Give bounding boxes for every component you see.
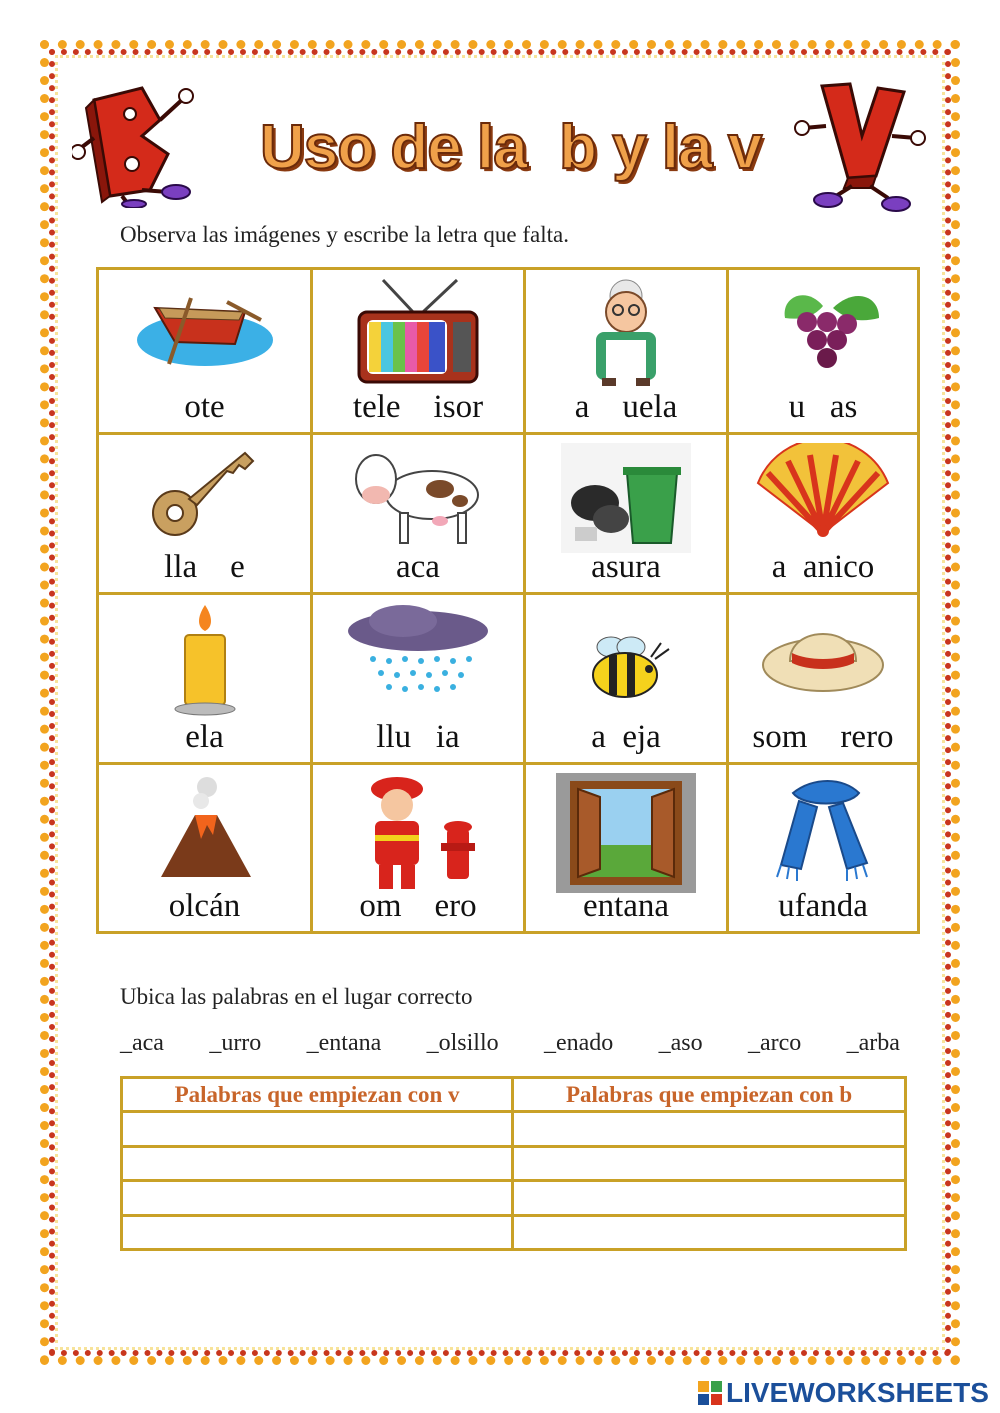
incomplete-word: ufanda	[778, 888, 868, 924]
word-bank-item: _entana	[306, 1030, 382, 1056]
incomplete-word: som rero	[752, 719, 894, 755]
incomplete-word: olcán	[168, 888, 241, 924]
boat-icon	[135, 278, 275, 378]
grid-cell	[99, 595, 313, 765]
instruction-text: Observa las imágenes y escribe la letra que falta.	[120, 222, 569, 247]
grid-cell	[313, 765, 526, 931]
answer-cell-b[interactable]	[513, 1181, 906, 1215]
incomplete-word: ote	[184, 389, 225, 425]
television-icon	[353, 278, 483, 388]
answer-cell-b[interactable]	[513, 1146, 906, 1180]
answer-cell-v[interactable]	[122, 1146, 513, 1180]
header-b-words: Palabras que empiezan con b	[513, 1078, 906, 1112]
word-bank-item: _urro	[209, 1030, 262, 1056]
word-bank-item: _aso	[658, 1030, 703, 1056]
word-bank-item: _enado	[543, 1030, 614, 1056]
grid-cell	[99, 765, 313, 931]
incomplete-word: aca	[396, 549, 440, 585]
incomplete-word: a uela	[574, 389, 678, 425]
bee-icon	[581, 603, 671, 713]
answer-cell-b[interactable]	[513, 1215, 906, 1249]
rain-cloud-icon	[343, 603, 493, 693]
grid-cell	[729, 270, 917, 435]
incomplete-word: a anico	[771, 549, 875, 585]
footer-brand-text: LIVEWORKSHEETS	[726, 1377, 989, 1408]
hat-icon	[758, 603, 888, 703]
grapes-icon	[763, 278, 883, 378]
word-bank-item: _olsillo	[426, 1030, 499, 1056]
grandmother-icon	[566, 278, 686, 388]
incomplete-word: tele isor	[352, 389, 484, 425]
page-title: Uso de la b y la v	[260, 113, 762, 182]
grid-cell	[526, 270, 729, 435]
word-bank-item: _aca	[120, 1030, 164, 1056]
answer-cell-v[interactable]	[122, 1112, 513, 1146]
incomplete-word: asura	[591, 549, 661, 585]
letter-v-mascot-icon	[792, 76, 932, 216]
word-bank-item: _arba	[846, 1030, 900, 1056]
instruction-text-2: Ubica las palabras en el lugar correcto	[120, 984, 473, 1009]
incomplete-word: u as	[788, 389, 858, 425]
grid-cell	[526, 765, 729, 931]
candle-icon	[165, 603, 245, 723]
answer-cell-b[interactable]	[513, 1112, 906, 1146]
grid-cell	[99, 435, 313, 595]
liveworksheets-logo-icon	[698, 1381, 722, 1405]
cow-icon	[348, 443, 488, 553]
incomplete-word: a eja	[591, 719, 661, 755]
incomplete-word: ela	[185, 719, 224, 755]
incomplete-word: om ero	[359, 888, 477, 924]
window-icon	[556, 773, 696, 893]
grid-cell	[526, 595, 729, 765]
word-bank	[120, 1030, 900, 1057]
incomplete-word: entana	[582, 888, 670, 924]
letter-b-mascot-icon	[72, 78, 212, 208]
picture-grid	[96, 267, 920, 934]
grid-cell	[729, 595, 917, 765]
answer-cell-v[interactable]	[122, 1215, 513, 1249]
grid-cell	[313, 435, 526, 595]
scarf-icon	[763, 773, 883, 883]
grid-cell	[729, 435, 917, 595]
incomplete-word: llu ia	[376, 719, 460, 755]
key-icon	[145, 443, 265, 543]
liveworksheets-logo[interactable]	[698, 1378, 989, 1408]
header-v-words: Palabras que empiezan con v	[122, 1078, 513, 1112]
grid-cell	[313, 270, 526, 435]
grid-cell	[99, 270, 313, 435]
word-bank-item: _arco	[747, 1030, 802, 1056]
incomplete-word: lla e	[164, 549, 245, 585]
trash-icon	[561, 443, 691, 553]
grid-cell	[526, 435, 729, 595]
grid-cell	[729, 765, 917, 931]
answer-table	[120, 1076, 907, 1251]
fan-icon	[748, 443, 898, 543]
grid-cell	[313, 595, 526, 765]
answer-cell-v[interactable]	[122, 1181, 513, 1215]
firefighter-icon	[353, 773, 483, 893]
volcano-icon	[155, 773, 255, 883]
